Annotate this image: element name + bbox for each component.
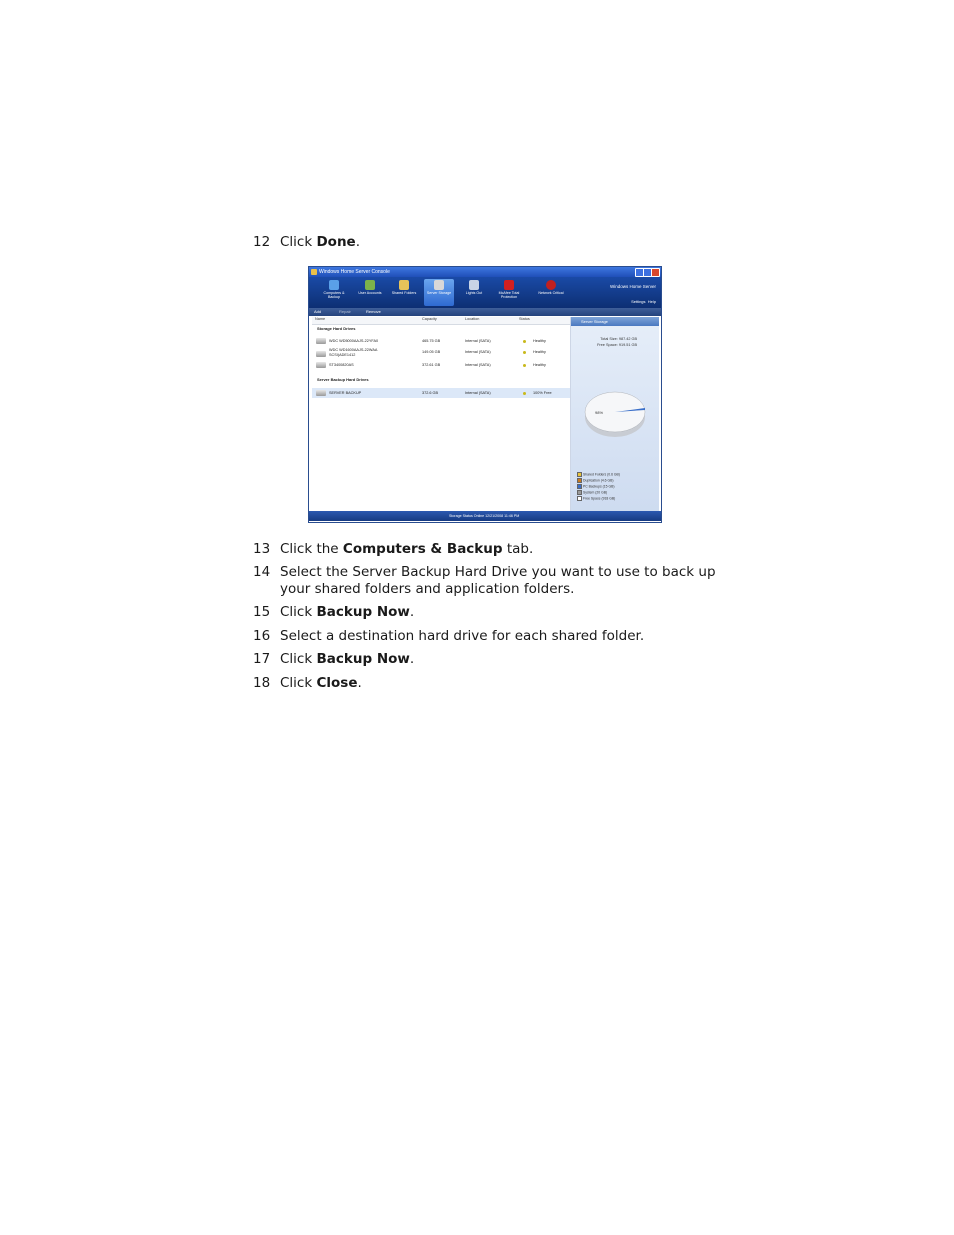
- legend-item: Shared Folders (0.6 GB): [577, 472, 620, 477]
- storage-toolbar: [309, 308, 661, 316]
- computers-icon: [329, 280, 339, 290]
- step-text: Click Backup Now.: [280, 604, 415, 620]
- hard-drive-icon: [316, 338, 326, 344]
- legend-swatch: [577, 496, 582, 501]
- step-number: 13: [253, 541, 271, 557]
- hard-drive-icon: [316, 362, 326, 368]
- col-capacity[interactable]: Capacity: [422, 317, 437, 321]
- tab-user-accounts[interactable]: User Accounts: [355, 279, 385, 306]
- top-links: [631, 299, 656, 304]
- legend-item: PC Backups (15 GB): [577, 484, 614, 489]
- status-icon: [523, 364, 526, 367]
- tab-shared-folders[interactable]: Shared Folders: [389, 279, 419, 306]
- step-text: Select a destination hard drive for each shared folder.: [280, 628, 645, 644]
- col-status[interactable]: Status: [519, 317, 530, 321]
- step-text: Click Done.: [280, 234, 361, 250]
- legend-item: Duplication (4.6 GB): [577, 478, 614, 483]
- status-icon: [523, 351, 526, 354]
- total-size: Total Size: 987.42 GB: [600, 337, 637, 341]
- lightbulb-icon: [469, 280, 479, 290]
- window-title: Windows Home Server Console: [319, 269, 390, 275]
- legend-swatch: [577, 484, 582, 489]
- col-name[interactable]: Name: [315, 317, 326, 321]
- folder-icon: [399, 280, 409, 290]
- step-number: 15: [253, 604, 271, 620]
- storage-icon: [434, 280, 444, 290]
- drive-list: [312, 317, 571, 518]
- legend-swatch: [577, 478, 582, 483]
- step-number: 18: [253, 675, 271, 691]
- column-headers: [312, 317, 570, 325]
- panel-header: Server Storage: [571, 317, 659, 326]
- settings-link[interactable]: Settings: [631, 299, 646, 304]
- step-text: Click Close.: [280, 675, 362, 691]
- network-critical-icon: [546, 280, 556, 290]
- server-storage-panel: [571, 317, 659, 518]
- status-bar: Storage Status Online 12/21/2008 11:46 PM: [309, 511, 661, 521]
- tab-server-storage[interactable]: Server Storage: [424, 279, 454, 306]
- brand-logo: Windows Home Server: [609, 284, 656, 289]
- group-storage: Storage Hard Drives: [317, 326, 356, 331]
- status-icon: [523, 340, 526, 343]
- add-button[interactable]: Add: [314, 309, 322, 314]
- users-icon: [365, 280, 375, 290]
- network-status[interactable]: Network Critical: [536, 279, 566, 306]
- step-text: Click the Computers & Backup tab.: [280, 541, 534, 557]
- legend-swatch: [577, 490, 582, 495]
- help-link[interactable]: Help: [647, 299, 656, 304]
- step-text: Click Backup Now.: [280, 651, 415, 667]
- tab-mcafee[interactable]: McAfee Total Protection: [494, 279, 524, 306]
- table-row[interactable]: ST3400820AS 372.61 GB Internal (SATA) Healthy: [312, 360, 570, 370]
- hard-drive-icon: [316, 351, 326, 357]
- step-number: 17: [253, 651, 271, 667]
- nav-ribbon: [309, 277, 661, 308]
- status-icon: [523, 392, 526, 395]
- table-row[interactable]: WDC WD5000AAJS-22YFA0 465.75 GB Internal (SATA) Healthy: [312, 336, 570, 346]
- legend-item: Free Space (918 GB): [577, 496, 615, 501]
- step-number: 16: [253, 628, 271, 644]
- step-number: 14: [253, 564, 271, 580]
- legend-swatch: [577, 472, 582, 477]
- table-row[interactable]: SERVER BACKUP 372.6 GB Internal (SATA) 100% Free: [312, 388, 570, 398]
- mcafee-icon: [504, 280, 514, 290]
- table-row[interactable]: WDC WD1600AAJS-22WAA SCSI(ADE1412 149.05 GB Internal (SATA) Healthy: [312, 347, 570, 359]
- free-space: Free Space: 919.51 GB: [597, 343, 637, 347]
- step-text: Select the Server Backup Hard Drive you want to use to back up your shared folders and application folders.: [280, 564, 716, 597]
- col-location[interactable]: Location: [465, 317, 480, 321]
- close-icon[interactable]: [651, 268, 660, 277]
- legend-item: System (20 GB): [577, 490, 607, 495]
- storage-pie-chart: [583, 387, 647, 439]
- console-screenshot: [308, 266, 662, 523]
- repair-button[interactable]: Repair: [339, 309, 351, 314]
- window-titlebar: [309, 267, 661, 277]
- tab-lights-out[interactable]: Lights Out: [459, 279, 489, 306]
- app-icon: [311, 269, 317, 275]
- group-backup: Server Backup Hard Drives: [317, 377, 369, 382]
- step-number: 12: [253, 234, 271, 250]
- remove-button[interactable]: Remove: [366, 309, 381, 314]
- hard-drive-icon: [316, 390, 326, 396]
- pie-label: 98%: [595, 410, 604, 415]
- tab-computers-backup[interactable]: Computers & Backup: [319, 279, 349, 306]
